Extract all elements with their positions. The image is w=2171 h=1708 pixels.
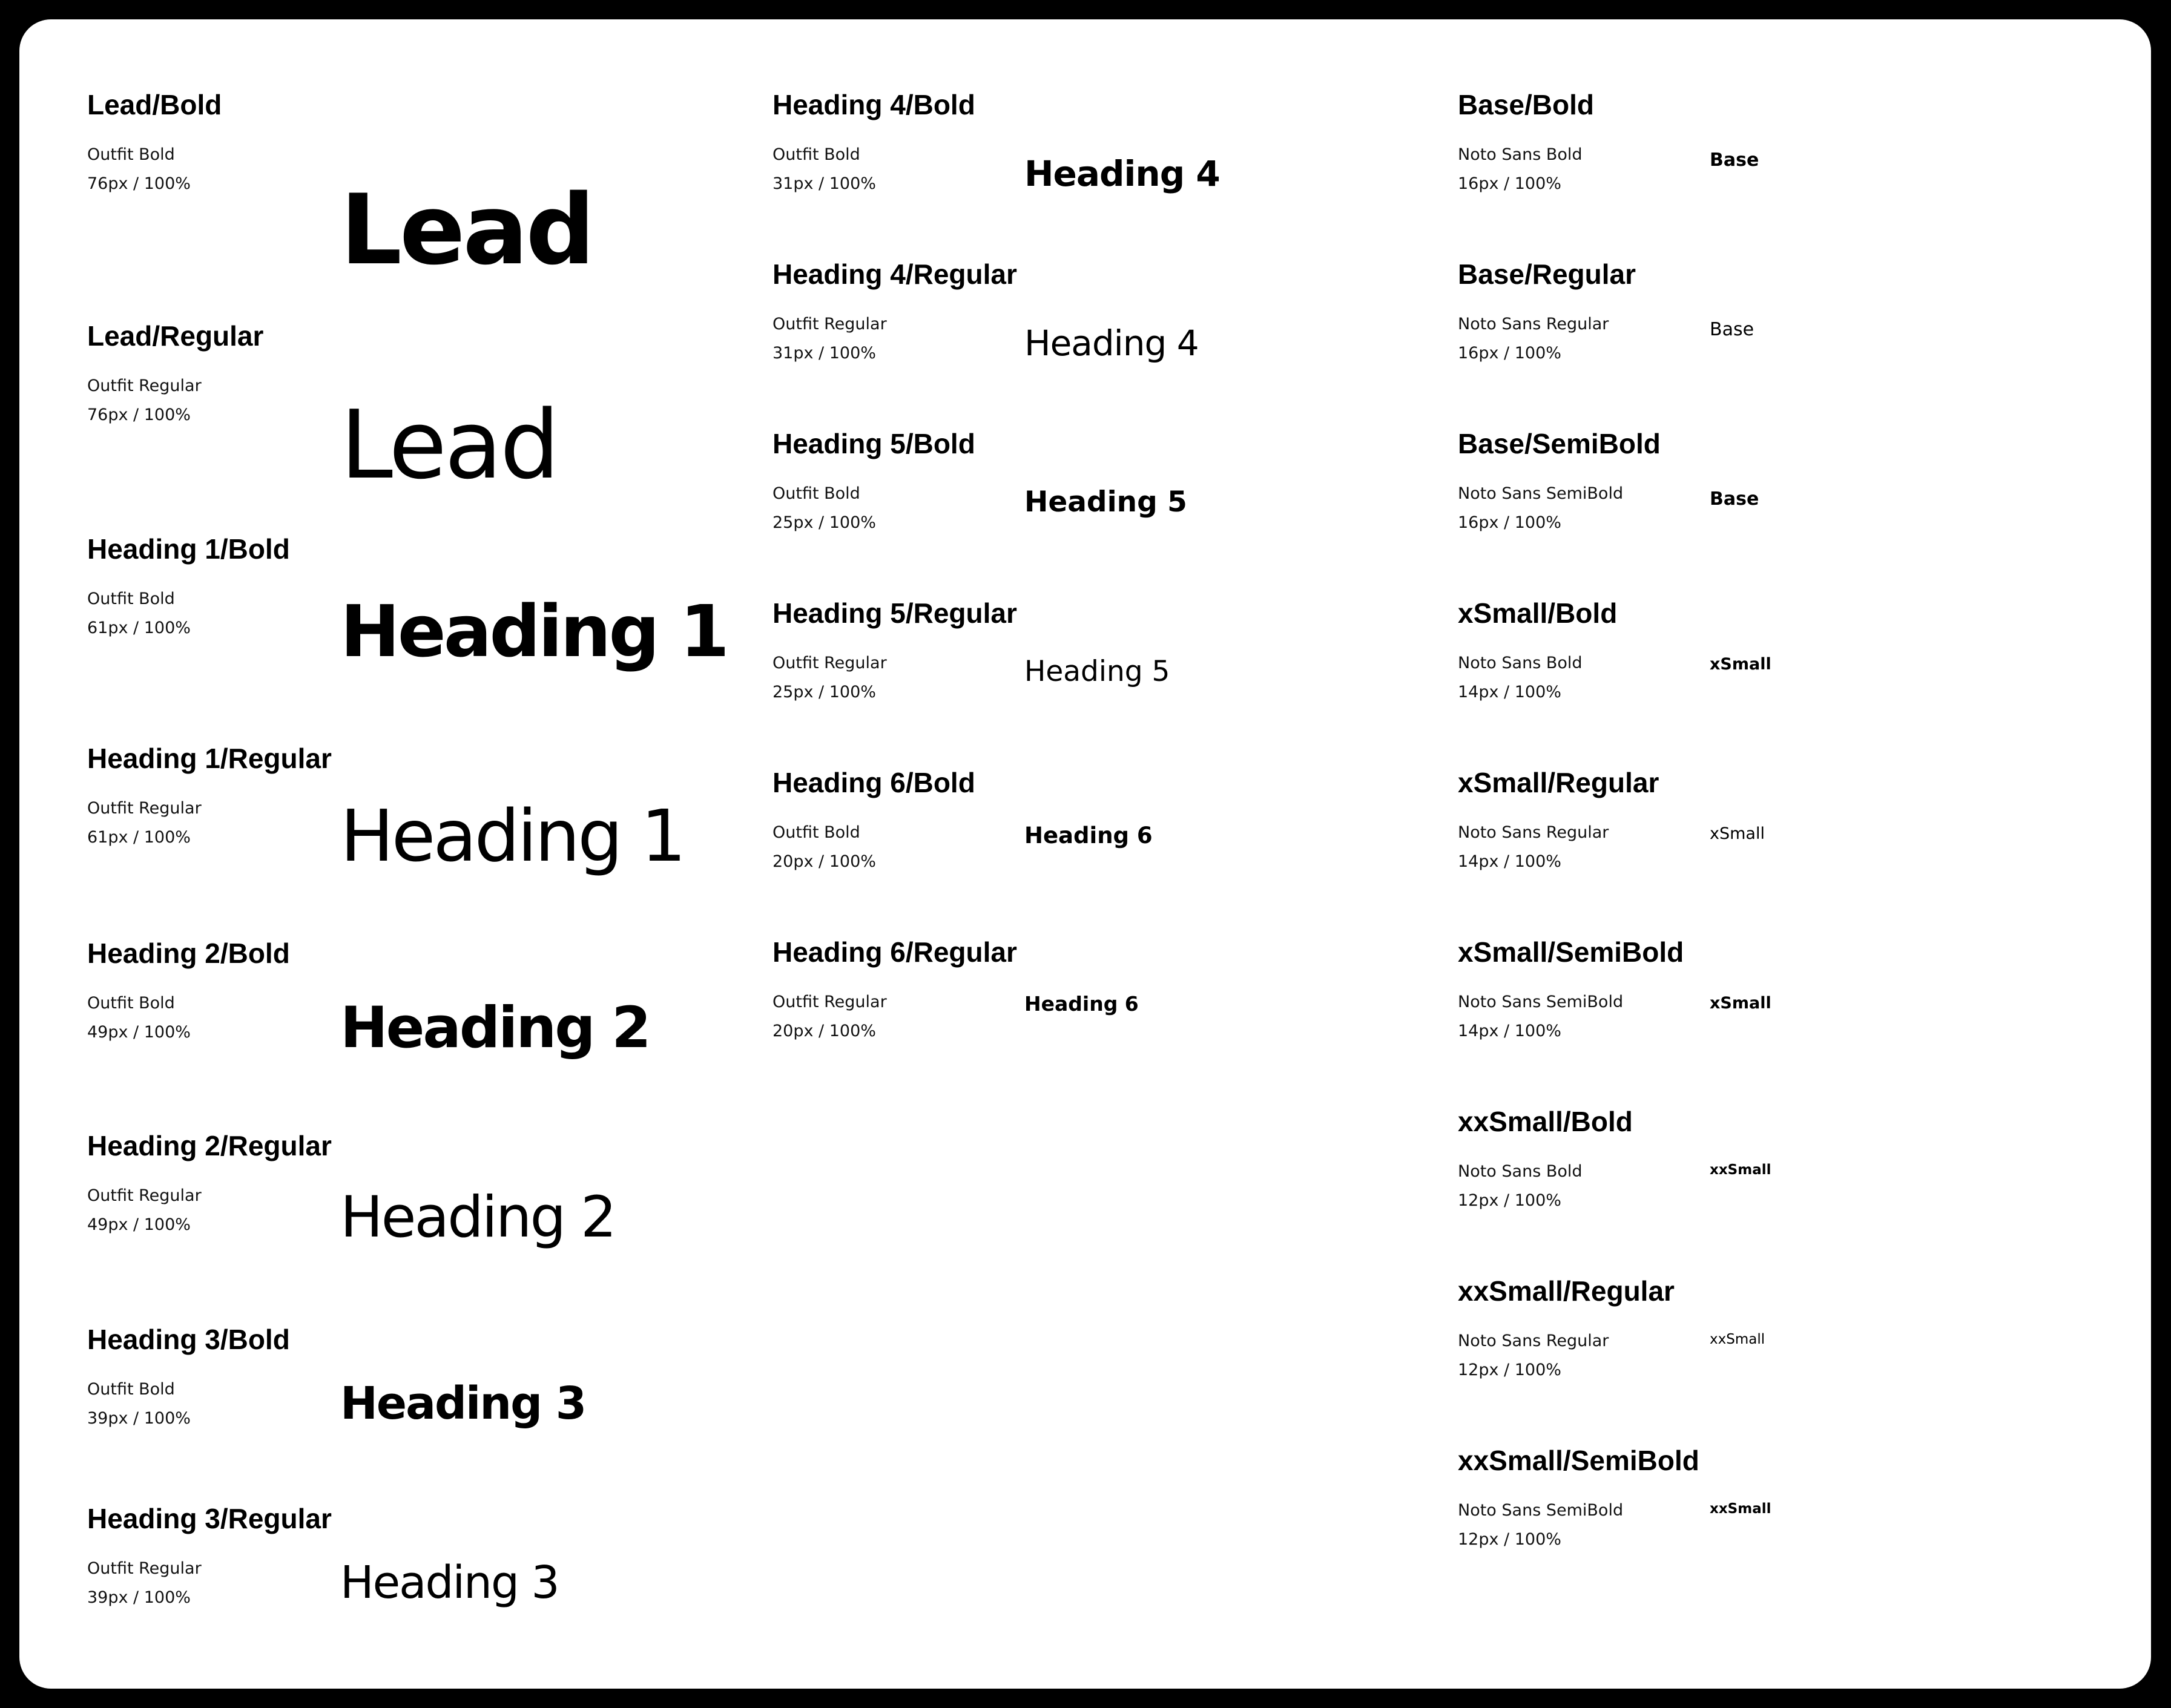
font-name: Outfit Regular [87, 799, 202, 818]
style-xxsmall-regular [1458, 1277, 2124, 1459]
style-heading5-bold [773, 430, 1438, 611]
font-size: 20px / 100% [773, 852, 876, 871]
font-name: Noto Sans Bold [1458, 145, 1583, 164]
style-heading4-bold [773, 91, 1438, 272]
font-size: 12px / 100% [1458, 1361, 1561, 1379]
style-title: xSmall/SemiBold [1458, 936, 1684, 968]
font-size: 61px / 100% [87, 619, 191, 637]
font-size: 61px / 100% [87, 828, 191, 847]
style-heading5-regular [773, 599, 1438, 781]
style-sample: Heading 6 [1024, 992, 1139, 1016]
style-sample: Lead [340, 390, 558, 500]
font-name: Outfit Regular [773, 315, 887, 333]
style-heading1-regular [87, 744, 753, 926]
style-title: xSmall/Bold [1458, 597, 1618, 629]
font-size: 16px / 100% [1458, 174, 1561, 193]
font-name: Outfit Bold [87, 590, 175, 608]
style-sample: Base [1710, 319, 1754, 340]
style-sample: Heading 5 [1024, 655, 1170, 688]
font-name: Noto Sans Bold [1458, 1162, 1583, 1181]
style-heading2-bold [87, 939, 753, 1121]
style-sample: Heading 2 [340, 995, 650, 1061]
style-title: Heading 2/Bold [87, 938, 290, 969]
style-title: Heading 3/Regular [87, 1503, 332, 1534]
type-scale-sheet [19, 19, 2151, 1689]
font-name: Outfit Bold [773, 145, 860, 164]
style-heading3-bold [87, 1325, 753, 1507]
style-title: Base/SemiBold [1458, 428, 1661, 459]
style-sample: Lead [340, 173, 593, 286]
style-sample: Heading 3 [340, 1557, 559, 1609]
style-sample: Base [1710, 149, 1759, 171]
font-size: 39px / 100% [87, 1588, 191, 1607]
style-title: xxSmall/Regular [1458, 1275, 1675, 1307]
font-name: Outfit Regular [87, 1559, 202, 1578]
font-size: 39px / 100% [87, 1409, 191, 1428]
font-name: Noto Sans Regular [1458, 1332, 1609, 1350]
font-name: Outfit Bold [87, 994, 175, 1013]
style-sample: xSmall [1710, 994, 1771, 1013]
style-title: Heading 4/Bold [773, 89, 975, 120]
style-title: Heading 1/Regular [87, 743, 332, 774]
style-heading2-regular [87, 1132, 753, 1313]
style-xsmall-bold [1458, 599, 2124, 781]
style-base-regular [1458, 260, 2124, 442]
style-title: Base/Bold [1458, 89, 1594, 120]
font-name: Outfit Bold [87, 1380, 175, 1399]
font-name: Outfit Regular [87, 376, 202, 395]
font-size: 16px / 100% [1458, 344, 1561, 363]
style-title: Heading 5/Regular [773, 597, 1017, 629]
font-name: Noto Sans SemiBold [1458, 484, 1624, 503]
style-title: Base/Regular [1458, 258, 1636, 290]
style-sample: xxSmall [1710, 1332, 1765, 1347]
style-sample: Heading 3 [340, 1378, 586, 1430]
style-sample: xxSmall [1710, 1501, 1771, 1517]
style-sample: Heading 4 [1024, 323, 1199, 364]
font-name: Noto Sans SemiBold [1458, 1501, 1624, 1520]
style-title: Lead/Regular [87, 320, 264, 352]
style-sample: xSmall [1710, 655, 1771, 674]
font-size: 76px / 100% [87, 406, 191, 424]
font-size: 16px / 100% [1458, 513, 1561, 532]
style-sample: Heading 1 [340, 590, 727, 673]
style-xxsmall-semibold [1458, 1447, 2124, 1628]
style-title: Heading 2/Regular [87, 1130, 332, 1161]
font-name: Noto Sans Regular [1458, 823, 1609, 842]
font-size: 14px / 100% [1458, 683, 1561, 701]
style-sample: Heading 5 [1024, 485, 1187, 519]
style-base-bold [1458, 91, 2124, 272]
font-size: 49px / 100% [87, 1215, 191, 1234]
style-title: Heading 6/Regular [773, 936, 1017, 968]
style-title: xxSmall/Bold [1458, 1106, 1633, 1137]
font-size: 49px / 100% [87, 1023, 191, 1042]
font-size: 76px / 100% [87, 174, 191, 193]
style-xsmall-semibold [1458, 938, 2124, 1120]
font-name: Outfit Bold [87, 145, 175, 164]
style-title: Heading 5/Bold [773, 428, 975, 459]
style-heading4-regular [773, 260, 1438, 442]
font-name: Outfit Regular [87, 1186, 202, 1205]
style-sample: Heading 6 [1024, 823, 1153, 849]
style-sample: Heading 2 [340, 1184, 615, 1250]
font-name: Outfit Regular [773, 993, 887, 1011]
style-xsmall-regular [1458, 769, 2124, 950]
style-sample: Heading 1 [340, 794, 684, 878]
font-size: 14px / 100% [1458, 852, 1561, 871]
font-size: 12px / 100% [1458, 1191, 1561, 1210]
style-sample: xxSmall [1710, 1162, 1771, 1178]
font-size: 25px / 100% [773, 513, 876, 532]
font-name: Outfit Bold [773, 484, 860, 503]
style-title: xxSmall/SemiBold [1458, 1445, 1699, 1476]
font-size: 12px / 100% [1458, 1530, 1561, 1549]
font-size: 31px / 100% [773, 174, 876, 193]
style-heading6-bold [773, 769, 1438, 950]
style-heading6-regular [773, 938, 1438, 1120]
font-size: 31px / 100% [773, 344, 876, 363]
style-title: Heading 3/Bold [87, 1324, 290, 1355]
style-sample: Base [1710, 488, 1759, 510]
font-size: 25px / 100% [773, 683, 876, 701]
style-sample: Heading 4 [1024, 153, 1220, 194]
font-name: Outfit Regular [773, 654, 887, 672]
style-base-semibold [1458, 430, 2124, 611]
style-heading3-regular [87, 1505, 753, 1686]
style-title: xSmall/Regular [1458, 767, 1659, 798]
font-name: Noto Sans SemiBold [1458, 993, 1624, 1011]
style-title: Heading 4/Regular [773, 258, 1017, 290]
style-sample: xSmall [1710, 824, 1765, 843]
style-title: Heading 1/Bold [87, 533, 290, 565]
font-size: 14px / 100% [1458, 1022, 1561, 1040]
style-xxsmall-bold [1458, 1108, 2124, 1289]
font-size: 20px / 100% [773, 1022, 876, 1040]
style-title: Heading 6/Bold [773, 767, 975, 798]
style-heading1-bold [87, 535, 753, 717]
style-lead-regular [87, 322, 753, 504]
font-name: Noto Sans Regular [1458, 315, 1609, 333]
font-name: Outfit Bold [773, 823, 860, 842]
style-title: Lead/Bold [87, 89, 222, 120]
style-lead-bold [87, 89, 753, 286]
font-name: Noto Sans Bold [1458, 654, 1583, 672]
